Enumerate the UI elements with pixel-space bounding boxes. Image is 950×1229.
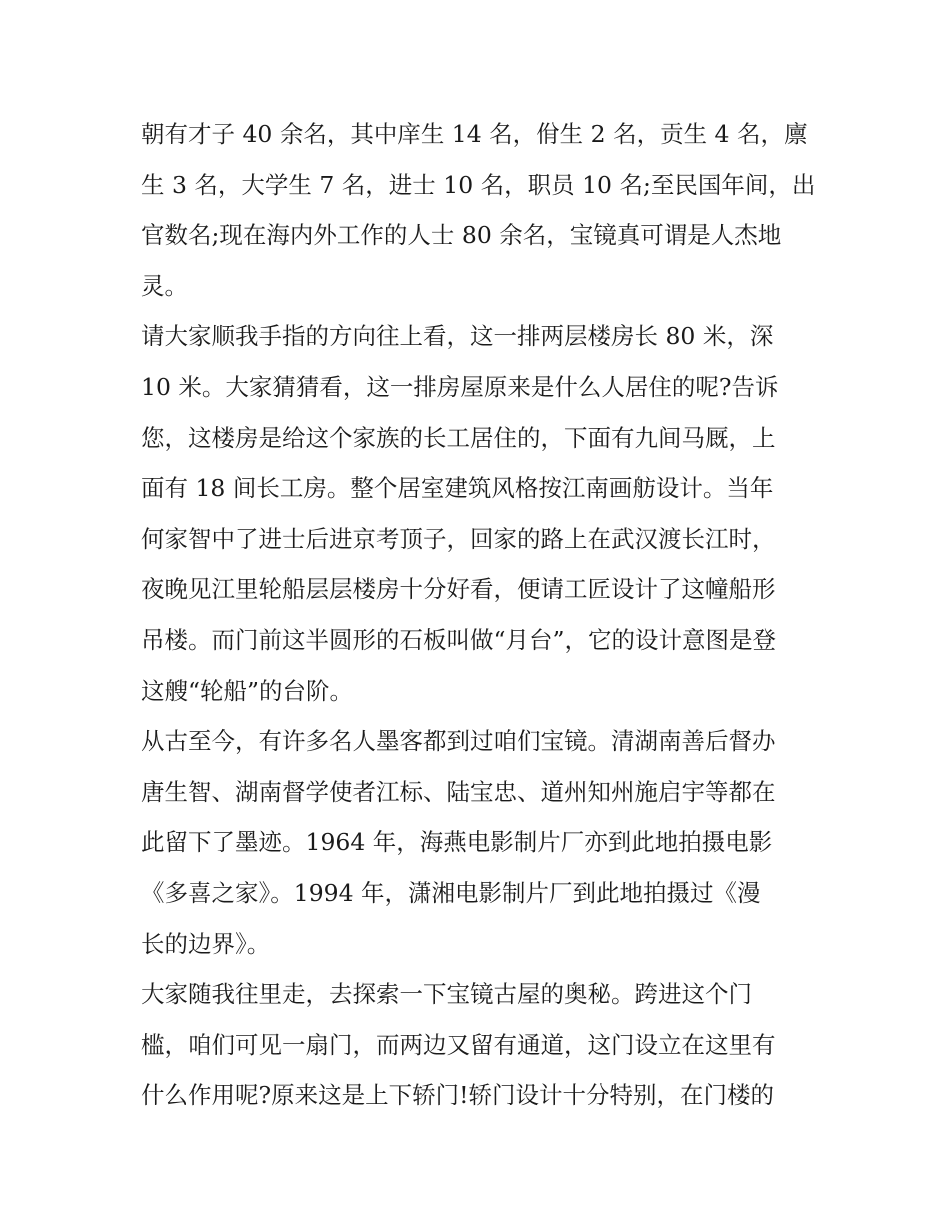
text-line: 灵。: [141, 271, 188, 300]
text-line: 此留下了墨迹。1964 年，海燕电影制片厂亦到此地拍摄电影: [141, 828, 773, 857]
text-line: 您，这楼房是给这个家族的长工居住的，下面有九间马厩，上: [141, 423, 776, 452]
text-line: 官数名;现在海内外工作的人士 80 余名，宝镜真可谓是人杰地: [141, 221, 782, 250]
text-line: 唐生智、湖南督学使者江标、陆宝忠、道州知州施启宇等都在: [141, 777, 776, 806]
text-line: 吊楼。而门前这半圆形的石板叫做“月台”，它的设计意图是登: [141, 625, 777, 654]
document-body: [141, 109, 816, 1121]
text-line: 面有 18 间长工房。整个居室建筑风格按江南画舫设计。当年: [141, 474, 774, 503]
text-line: 大家随我往里走，去探索一下宝镜古屋的奥秘。跨进这个门: [141, 980, 752, 1009]
text-line: 请大家顺我手指的方向往上看，这一排两层楼房长 80 米，深: [141, 322, 774, 351]
text-line: 长的边界》。: [141, 929, 271, 958]
text-line: 《多喜之家》。1994 年，潇湘电影制片厂到此地拍摄过《漫: [141, 878, 761, 907]
text-line: 生 3 名，大学生 7 名，进士 10 名，职员 10 名;至民国年间，出: [141, 170, 816, 199]
text-line: 这艘“轮船”的台阶。: [141, 676, 354, 705]
text-line: 夜晚见江里轮船层层楼房十分好看，便请工匠设计了这幢船形: [141, 575, 776, 604]
text-line: 从古至今，有许多名人墨客都到过咱们宝镜。清湖南善后督办: [141, 727, 776, 756]
text-line: 何家智中了进士后进京考顶子，回家的路上在武汉渡长江时，: [141, 524, 776, 553]
text-line: 朝有才子 40 余名，其中庠生 14 名，佾生 2 名，贡生 4 名，廪: [141, 120, 808, 148]
text-line: 什么作用呢?原来这是上下轿门!轿门设计十分特别，在门楼的: [141, 1081, 775, 1110]
text-line: 10 米。大家猜猜看，这一排房屋原来是什么人居住的呢?告诉: [141, 372, 779, 401]
text-line: 槛，咱们可见一扇门，而两边又留有通道，这门设立在这里有: [141, 1030, 776, 1059]
